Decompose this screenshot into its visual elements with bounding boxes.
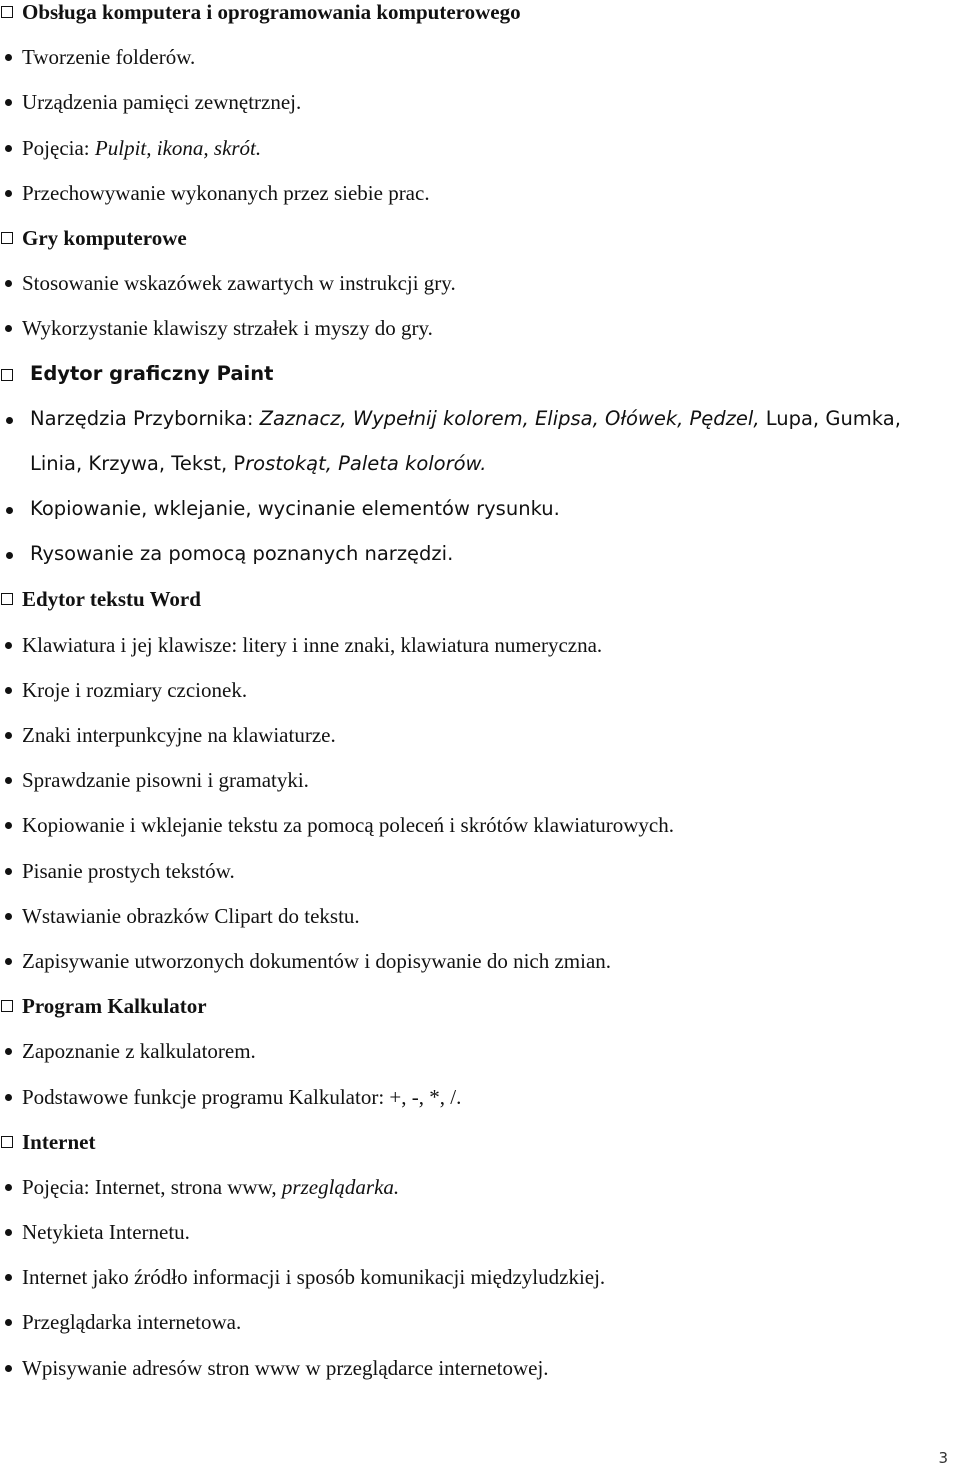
section-title: Edytor tekstu Word — [22, 587, 201, 612]
list-item-text — [22, 271, 456, 295]
list-item — [0, 1356, 960, 1401]
text-run: Przeglądarka internetowa. — [22, 1310, 242, 1335]
bullet-icon — [6, 417, 13, 424]
bullet-icon — [5, 1048, 12, 1055]
section-title: Internet — [22, 1129, 96, 1154]
list-item — [0, 90, 960, 135]
bullet-icon — [5, 1274, 12, 1281]
list-item-text — [30, 452, 486, 476]
text-run: Klawiatura i jej klawisze: litery i inne znaki, klawiatura numeryczna. — [22, 632, 603, 657]
list-item — [0, 407, 960, 452]
list-item-text — [22, 1175, 399, 1199]
text-run: Wpisywanie adresów stron www w przeglądarce internetowej. — [22, 1355, 549, 1380]
checkbox-icon — [1, 1000, 13, 1012]
italic-run: Pulpit, ikona, skrót. — [94, 135, 262, 160]
list-item — [0, 497, 960, 542]
list-item — [0, 45, 960, 90]
list-item-text — [22, 90, 301, 114]
section-calculator — [0, 994, 960, 1130]
text-run: Zapisywanie utworzonych dokumentów i dopisywanie do nich zmian. — [22, 948, 612, 973]
list-item-text — [22, 768, 309, 792]
text-run: Pisanie prostych tekstów. — [22, 858, 235, 883]
list-item-text — [30, 407, 901, 431]
section-heading — [0, 994, 960, 1039]
bullet-icon — [6, 507, 13, 514]
bullet-icon — [5, 54, 12, 61]
list-item-text — [22, 1265, 605, 1289]
section-heading — [0, 587, 960, 632]
text-run: Kopiowanie i wklejanie tekstu za pomocą poleceń i skrótów klawiaturowych. — [22, 813, 674, 838]
text-run: Kopiowanie, wklejanie, wycinanie elementów rysunku. — [30, 497, 560, 521]
bullet-icon — [5, 1319, 12, 1326]
text-run: Sprawdzanie pisowni i gramatyki. — [22, 768, 309, 793]
text-run: Podstawowe funkcje programu Kalkulator: +, -, *, /. — [22, 1084, 462, 1109]
list-item-text — [22, 1085, 461, 1109]
checkbox-icon — [1, 6, 13, 18]
text-run: Linia, Krzywa, Tekst, P — [30, 451, 246, 475]
text-run: Internet jako źródło informacji i sposób komunikacji międzyludzkiej. — [22, 1265, 606, 1290]
list-item — [0, 678, 960, 723]
list-item-text — [22, 1356, 549, 1380]
bullet-icon — [5, 732, 12, 739]
bullet-icon — [5, 642, 12, 649]
list-item — [0, 542, 960, 587]
list-item-text — [22, 1220, 190, 1244]
list-item — [0, 1039, 960, 1084]
bullet-icon — [5, 145, 12, 152]
list-item-text — [22, 813, 674, 837]
list-item — [0, 1265, 960, 1310]
list-item — [0, 859, 960, 904]
section-heading — [0, 226, 960, 271]
text-run: Kroje i rozmiary czcionek. — [22, 677, 248, 702]
section-title: Edytor graficzny Paint — [30, 361, 274, 385]
bullet-icon — [5, 1229, 12, 1236]
list-item — [0, 633, 960, 678]
bullet-icon — [5, 190, 12, 197]
checkbox-icon — [1, 232, 13, 244]
text-run: Zapoznanie z kalkulatorem. — [22, 1039, 256, 1064]
list-item — [0, 949, 960, 994]
list-item — [0, 1175, 960, 1220]
bullet-icon — [5, 99, 12, 106]
list-item-text — [22, 1310, 241, 1334]
text-run: Wykorzystanie klawiszy strzałek i myszy do gry. — [22, 316, 433, 341]
bullet-icon — [5, 1184, 12, 1191]
list-item — [0, 316, 960, 361]
checkbox-icon — [1, 593, 13, 605]
section-heading — [0, 362, 960, 407]
text-run: Netykieta Internetu. — [22, 1220, 190, 1245]
bullet-icon — [5, 777, 12, 784]
text-run: Narzędzia Przybornika: — [30, 406, 260, 430]
section-computer — [0, 0, 960, 226]
section-title: Gry komputerowe — [22, 225, 187, 250]
text-run: Stosowanie wskazówek zawartych w instrukcji gry. — [22, 271, 456, 296]
checkbox-icon — [1, 369, 13, 381]
list-item-text — [22, 181, 430, 205]
list-item — [0, 181, 960, 226]
list-item-text — [22, 316, 433, 340]
list-item-text — [22, 904, 360, 928]
list-item-text — [30, 497, 560, 521]
list-item-text — [22, 949, 611, 973]
italic-run: Zaznacz, Wypełnij kolorem, Elipsa, Ołówek, Pędzel, — [259, 406, 760, 430]
bullet-icon — [5, 913, 12, 920]
section-heading — [0, 1130, 960, 1175]
section-games — [0, 226, 960, 362]
bullet-icon — [5, 822, 12, 829]
bullet-icon — [5, 1094, 12, 1101]
list-item-text — [22, 723, 336, 747]
list-item — [0, 136, 960, 181]
italic-run: przeglądarka. — [281, 1174, 400, 1199]
list-item — [0, 1220, 960, 1265]
bullet-icon — [6, 552, 13, 559]
list-item — [0, 271, 960, 316]
text-run: Wstawianie obrazków Clipart do tekstu. — [22, 903, 360, 928]
bullet-icon — [5, 958, 12, 965]
bullet-icon — [5, 325, 12, 332]
list-item — [0, 813, 960, 858]
text-run: Przechowywanie wykonanych przez siebie prac. — [22, 180, 430, 205]
text-run: Tworzenie folderów. — [22, 45, 196, 70]
italic-run: rostokąt, Paleta kolorów. — [245, 451, 487, 475]
section-word — [0, 587, 960, 994]
bullet-icon — [5, 868, 12, 875]
list-item-text — [22, 633, 602, 657]
list-item — [0, 1310, 960, 1355]
text-run: Pojęcia: — [22, 135, 95, 160]
list-item — [0, 723, 960, 768]
section-internet — [0, 1130, 960, 1401]
text-run: Pojęcia: Internet, strona www, — [22, 1174, 282, 1199]
section-title: Obsługa komputera i oprogramowania komputerowego — [22, 0, 521, 24]
list-item-text — [22, 136, 261, 160]
bullet-icon — [5, 687, 12, 694]
text-run: Urządzenia pamięci zewnętrznej. — [22, 90, 302, 115]
list-item — [0, 768, 960, 813]
bullet-icon — [5, 1365, 12, 1372]
list-item — [0, 1085, 960, 1130]
list-item-text — [30, 542, 453, 566]
text-run: Znaki interpunkcyjne na klawiaturze. — [22, 723, 336, 747]
text-run: Rysowanie za pomocą poznanych narzędzi. — [30, 542, 454, 566]
list-item-text — [22, 678, 247, 702]
checkbox-icon — [1, 1136, 13, 1148]
list-item-continuation — [0, 452, 960, 497]
section-heading — [0, 0, 960, 45]
section-paint — [0, 362, 960, 588]
list-item-text — [22, 45, 195, 69]
list-item-text — [22, 859, 235, 883]
section-title: Program Kalkulator — [22, 994, 207, 1019]
page-number: 3 — [938, 1449, 948, 1467]
list-item — [0, 904, 960, 949]
bullet-icon — [5, 280, 12, 287]
text-run: Lupa, Gumka, — [759, 406, 901, 430]
list-item-text — [22, 1039, 256, 1063]
